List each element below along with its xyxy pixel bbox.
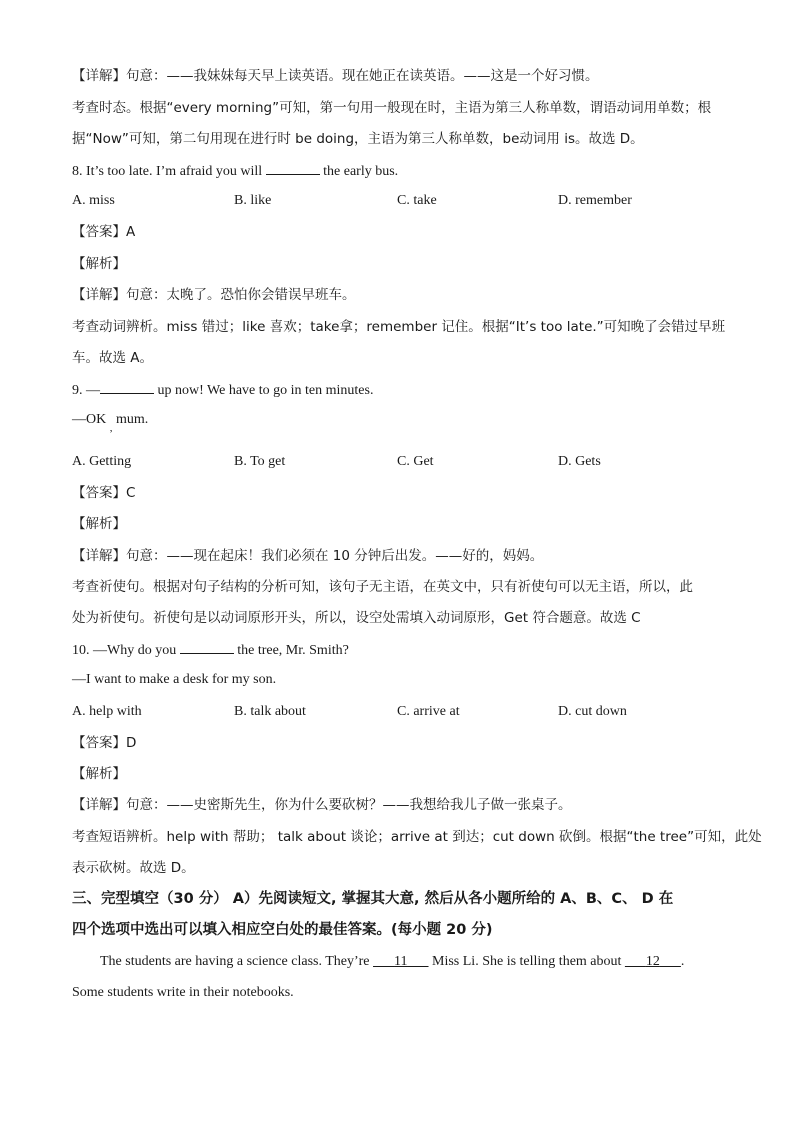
q8-option-b: B. like xyxy=(234,193,272,208)
q10-analysis-line2: 表示砍树。故选 D。 xyxy=(72,860,195,876)
passage-blank-11: 11 xyxy=(394,954,408,969)
q9-answer: 【答案】C xyxy=(72,485,136,501)
q9-analysis-line2: 处为祈使句。祈使句是以动词原形开头，所以，设空处需填入动词原形，Get 符合题意。故选 C xyxy=(72,610,641,626)
q9-option-d: D. Gets xyxy=(558,454,601,469)
q10-option-b: B. talk about xyxy=(234,704,306,719)
q10-option-d: D. cut down xyxy=(558,704,627,719)
q10-option-a: A. help with xyxy=(72,704,142,719)
q10-stem-after: the tree, Mr. Smith? xyxy=(237,643,349,658)
q8-answer: 【答案】A xyxy=(72,224,136,240)
q9-jiexi-label: 【解析】 xyxy=(72,516,126,532)
q9-blank xyxy=(100,379,154,394)
q10-blank xyxy=(180,639,234,654)
q9-stem xyxy=(72,379,373,401)
q8-detail: 【详解】句意：太晚了。恐怕你会错误早班车。 xyxy=(72,287,356,303)
q9-option-b: B. To get xyxy=(234,454,286,469)
section3-heading-line2: 四个选项中选出可以填入相应空白处的最佳答案。(每小题 20 分) xyxy=(72,922,493,938)
q9-detail: 【详解】句意：——现在起床！我们必须在 10 分钟后出发。——好的，妈妈。 xyxy=(72,548,544,564)
q7-detail: 【详解】句意：——我妹妹每天早上读英语。现在她正在读英语。——这是一个好习惯。 xyxy=(72,68,599,84)
section3-passage-line2: Some students write in their notebooks. xyxy=(72,985,294,1000)
q9-analysis-line1: 考查祈使句。根据对句子结构的分析可知，该句子无主语，在英文中，只有祈使句可以无主语，所以，此 xyxy=(72,579,693,595)
q10-analysis-line1: 考查短语辨析。help with 帮助； talk about 谈论；arrive at 到达；cut down 砍倒。根据“the tree”可知，此处 xyxy=(72,829,762,845)
q10-option-c: C. arrive at xyxy=(397,704,460,719)
q8-option-c: C. take xyxy=(397,193,437,208)
q9-reply-comma: , xyxy=(109,422,113,434)
q8-stem-before: 8. It’s too late. I’m afraid you will xyxy=(72,164,263,179)
passage-part1: The students are having a science class. They’re xyxy=(100,954,370,969)
q8-stem-after: the early bus. xyxy=(323,164,399,179)
q10-jiexi-label: 【解析】 xyxy=(72,766,126,782)
q8-stem xyxy=(72,160,398,182)
q8-analysis-line1: 考查动词辨析。miss 错过；like 喜欢；take拿；remember 记住。根据“It’s too late.”可知晚了会错过早班 xyxy=(72,319,726,335)
q7-analysis-line2: 据“Now”可知，第二句用现在进行时 be doing，主语为第三人称单数，be动词用 is。故选 D。 xyxy=(72,131,644,147)
q8-blank xyxy=(266,160,320,175)
passage-part3: . xyxy=(680,954,685,969)
q10-reply: —I want to make a desk for my son. xyxy=(72,672,277,687)
q9-option-c: C. Get xyxy=(397,454,434,469)
q8-option-a: A. miss xyxy=(72,193,115,208)
q8-analysis-line2: 车。故选 A。 xyxy=(72,350,154,366)
passage-blank-12: 12 xyxy=(645,954,660,969)
q10-answer: 【答案】D xyxy=(72,735,137,751)
passage-part2: Miss Li. She is telling them about xyxy=(432,954,622,969)
section3-passage-line1 xyxy=(100,952,684,972)
section3-heading-line1: 三、完型填空（30 分） A）先阅读短文, 掌握其大意, 然后从各小题所给的 A、B、C、 D 在 xyxy=(72,891,674,907)
q10-stem xyxy=(72,639,349,661)
q7-analysis-line1: 考查时态。根据“every morning”可知，第一句用一般现在时，主语为第三人称单数，谓语动词用单数；根 xyxy=(72,100,712,116)
q9-reply-before: —OK xyxy=(72,412,107,427)
q9-reply-after: mum. xyxy=(115,412,149,427)
q10-stem-before: 10. —Why do you xyxy=(72,643,177,658)
q10-detail: 【详解】句意：——史密斯先生，你为什么要砍树？——我想给我儿子做一张桌子。 xyxy=(72,797,572,813)
q8-jiexi-label: 【解析】 xyxy=(72,256,126,272)
q9-reply xyxy=(72,410,149,434)
q9-option-a: A. Getting xyxy=(72,454,132,469)
q9-stem-prefix: 9. — xyxy=(72,383,100,398)
q8-option-d: D. remember xyxy=(558,193,632,208)
q9-stem-after: up now! We have to go in ten minutes. xyxy=(157,383,374,398)
